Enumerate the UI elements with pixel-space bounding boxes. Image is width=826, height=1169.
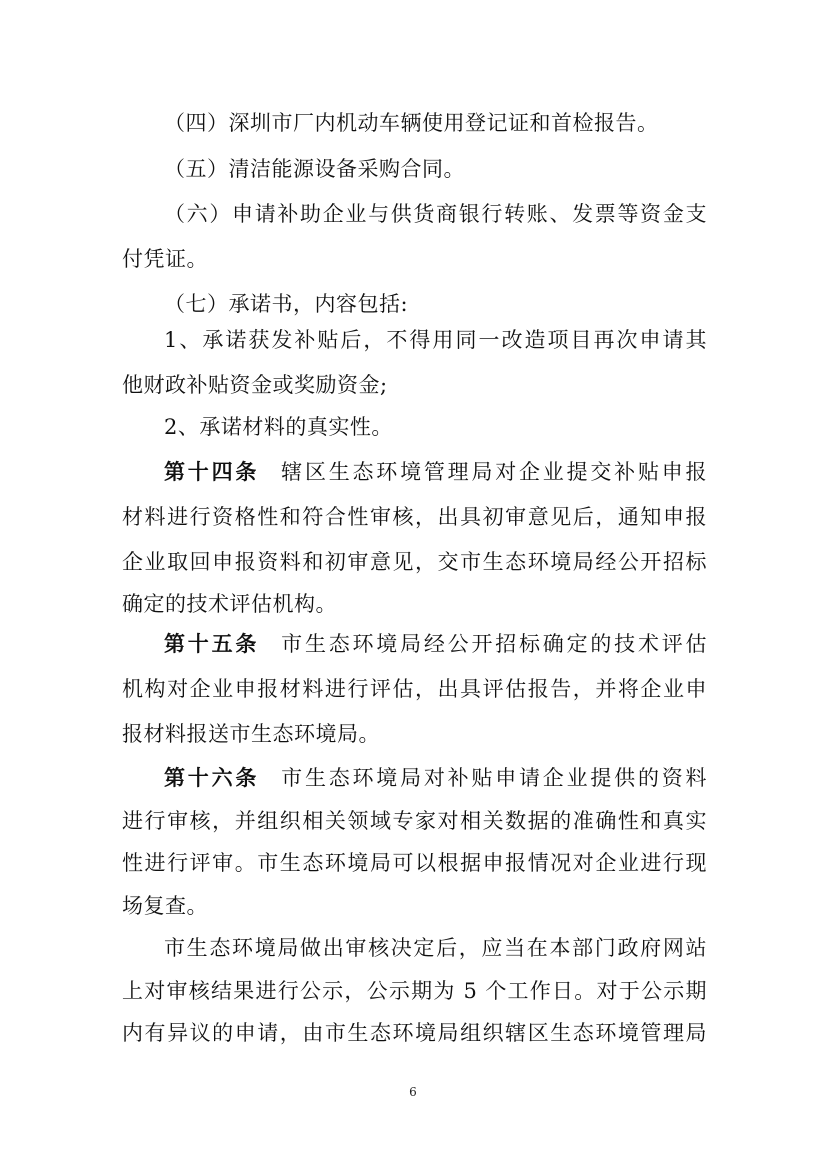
text-line: 性进行评审。市生态环境局可以根据申报情况对企业进行现: [122, 851, 707, 875]
text-line: 上对审核结果进行公示，公示期为 5 个工作日。对于公示期: [122, 979, 707, 1003]
text-line: 进行审核，并组织相关领域专家对相关数据的准确性和真实: [122, 809, 707, 833]
text-line: 企业取回申报资料和初审意见，交市生态环境局经公开招标: [122, 550, 707, 574]
text-line: 辖区生态环境管理局对企业提交补贴申报: [281, 460, 708, 484]
text-line: 付凭证。: [122, 247, 208, 271]
text-line: 市生态环境局做出审核决定后，应当在本部门政府网站: [164, 936, 707, 960]
text-line: 材料进行资格性和符合性审核，出具初审意见后，通知申报: [122, 505, 707, 529]
text-line: 2、承诺材料的真实性。: [164, 415, 393, 439]
text-line: 市生态环境局对补贴申请企业提供的资料: [281, 766, 708, 790]
text-line: 内有异议的申请，由市生态环境局组织辖区生态环境管理局: [122, 1021, 707, 1045]
text-line: （六）申请补助企业与供货商银行转账、发票等资金支: [164, 202, 707, 226]
article-number: 第十五条: [164, 632, 260, 656]
text-line: 市生态环境局经公开招标确定的技术评估: [281, 632, 708, 656]
page-number: 6: [409, 1085, 417, 1099]
text-line: 1、承诺获发补贴后，不得用同一改造项目再次申请其: [164, 328, 707, 352]
text-line: （四）深圳市厂内机动车辆使用登记证和首检报告。: [164, 111, 659, 135]
article-16-first-line: [164, 763, 707, 793]
article-15-first-line: [164, 629, 707, 659]
text-line: 机构对企业申报材料进行评估，出具评估报告，并将企业申: [122, 677, 707, 701]
article-number: 第十四条: [164, 460, 260, 484]
article-number: 第十六条: [164, 766, 260, 790]
text-line: 报材料报送市生态环境局。: [122, 722, 380, 746]
text-line: （五）清洁能源设备采购合同。: [164, 157, 465, 181]
article-14-first-line: [164, 457, 707, 487]
text-line: 场复查。: [122, 894, 208, 918]
text-line: （七）承诺书，内容包括:: [164, 292, 409, 316]
text-line: 他财政补贴资金或奖励资金;: [122, 373, 388, 397]
text-line: 确定的技术评估机构。: [122, 592, 337, 616]
